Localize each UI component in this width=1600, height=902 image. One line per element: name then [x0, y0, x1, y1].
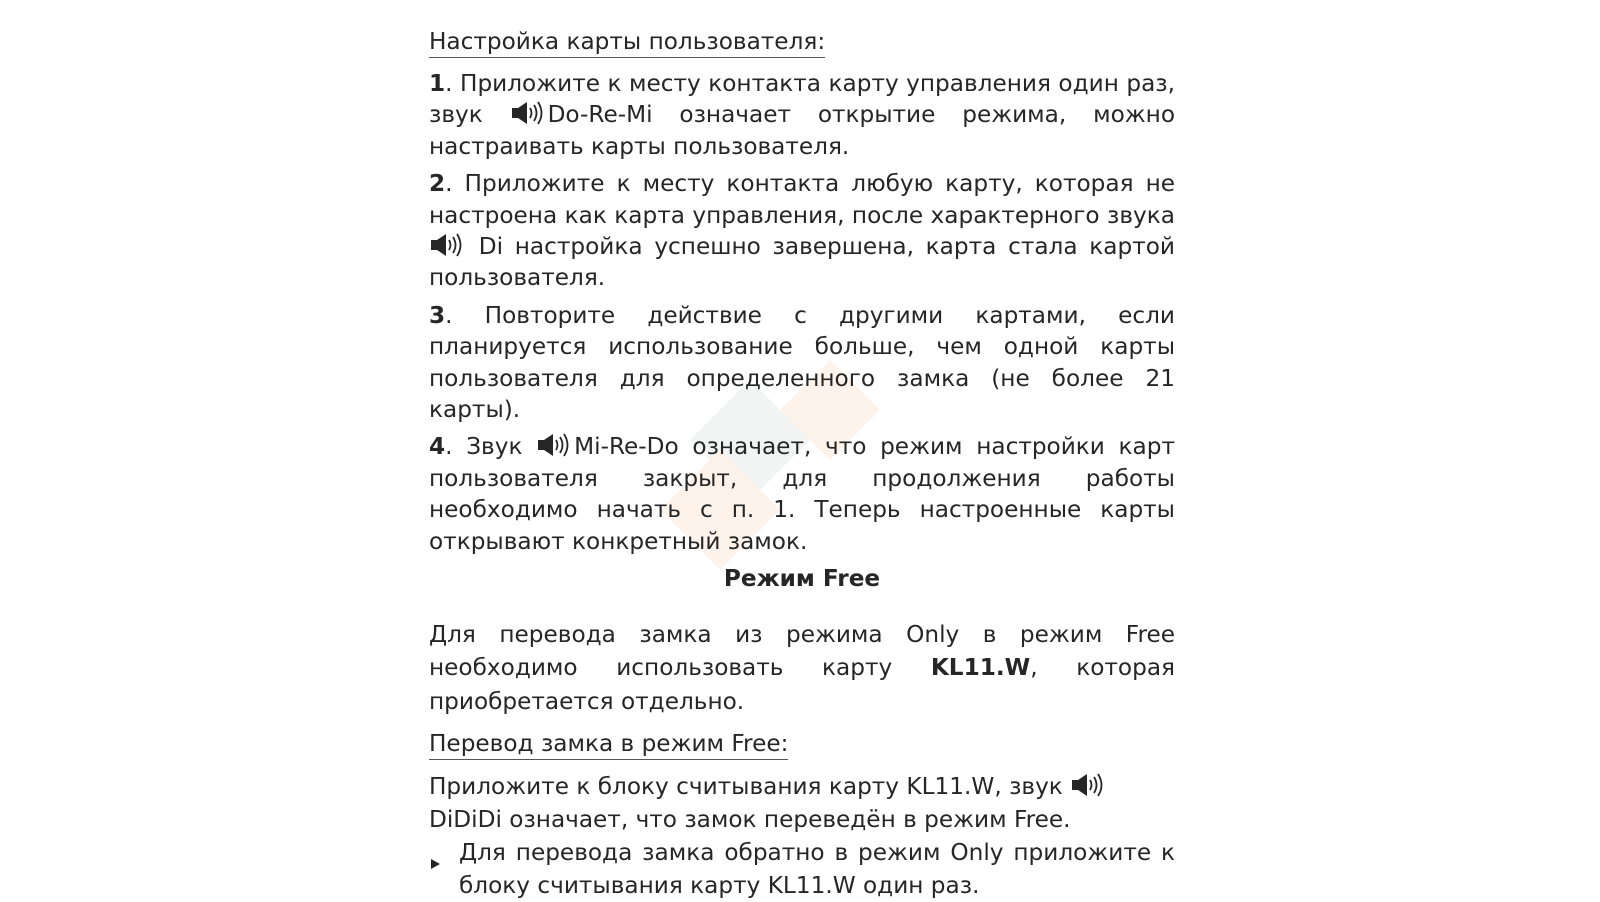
instruction-text-cont: DiDiDi означает, что замок переведён в режим Free. [429, 806, 1071, 834]
free-mode-instruction [429, 770, 1175, 836]
step-text-cont: Di настройка успешно завершена, карта стала картой пользователя. [429, 233, 1175, 292]
bullet-item [429, 836, 1175, 902]
free-text-cont: , которая приобретается отдельно. [429, 654, 1175, 715]
step-number: 4 [429, 433, 446, 461]
bullet-text: Для перевода замка обратно в режим Only приложите к блоку считывания карту KL11.W один раз. [459, 839, 1175, 900]
step-3 [429, 300, 1175, 426]
triangle-bullet-icon [429, 836, 459, 878]
instruction-page [429, 20, 1175, 902]
card-model: KL11.W [930, 654, 1031, 682]
speaker-sound-icon [1071, 773, 1107, 797]
instruction-text: Приложите к блоку считывания карту KL11.W, звук [429, 773, 1071, 801]
section-title-free-mode: Перевод замка в режим Free: [429, 728, 788, 760]
step-text: . Приложите к месту контакта карту управления один раз, звук [429, 70, 1175, 129]
free-text: Для перевода замка из режима Only в режим Free необходимо использовать карту [429, 620, 1175, 682]
step-text: . Повторите действие с другими картами, если планируется использование больше, чем одной карты пользователя для определенного замка (не более 21 карты). [429, 301, 1175, 424]
step-text: . Звук [445, 433, 537, 461]
free-mode-paragraph [429, 618, 1175, 719]
step-number: 2 [429, 170, 446, 198]
step-number: 3 [429, 301, 446, 329]
speaker-sound-icon [537, 433, 573, 457]
speaker-sound-icon [430, 233, 466, 257]
step-text: . Приложите к месту контакта любую карту, которая не настроена как карта управления, после характерного звука [429, 170, 1175, 229]
step-number: 1 [429, 70, 446, 97]
section-title-user-card: Настройка карты пользователя: [429, 26, 825, 58]
step-text-cont: Mi-Re-Do означает, что режим настройки карт пользователя закрыт, для продолжения работы необходимо начать с п. 1. Теперь настроенные карты открывают конкретный замок. [429, 433, 1175, 555]
step-text-cont: Do-Re-Mi означает открытие режима, можно настраивать карты пользователя. [429, 101, 1176, 160]
step-4 [429, 431, 1175, 557]
speaker-sound-icon [511, 101, 547, 125]
step-1 [429, 68, 1175, 162]
free-mode-heading: Режим Free [723, 565, 881, 593]
step-2 [429, 168, 1175, 294]
